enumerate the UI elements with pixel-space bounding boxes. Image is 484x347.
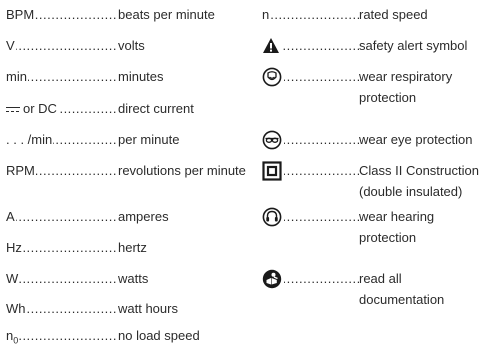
term: W <box>6 271 19 286</box>
definition: direct current <box>118 101 194 116</box>
definition: safety alert symbol <box>359 38 468 53</box>
term: V <box>6 38 15 53</box>
definition: wear hearing protection <box>359 209 435 245</box>
row-rated-speed <box>262 4 484 25</box>
term: or DC <box>23 101 57 116</box>
definition: wear respiratory protection <box>359 69 453 105</box>
definition: Class II Construction (double insulated) <box>359 163 479 199</box>
row-bpm <box>6 4 248 25</box>
definition: watt hours <box>118 301 178 316</box>
term: n <box>6 328 14 343</box>
definition: wear eye protection <box>359 132 473 147</box>
row-watts <box>6 268 248 289</box>
term: RPM <box>6 163 35 178</box>
definition: watts <box>118 271 149 286</box>
row-hearing-protection <box>262 206 484 248</box>
eye-protection-icon <box>262 129 284 150</box>
term-subscript: 0 <box>13 335 19 346</box>
row-no-load-speed <box>6 325 248 346</box>
term: BPM <box>6 7 35 22</box>
row-safety-alert <box>262 35 484 56</box>
term: Hz <box>6 240 22 255</box>
class-ii-icon <box>262 160 284 181</box>
row-minutes <box>6 66 248 87</box>
row-volts <box>6 35 248 56</box>
definition: revolutions per minute <box>118 163 246 178</box>
definition: minutes <box>118 69 164 84</box>
row-eye-protection <box>262 129 484 150</box>
row-watt-hours <box>6 298 248 319</box>
definition: volts <box>118 38 145 53</box>
definition: no load speed <box>118 328 200 343</box>
row-amperes <box>6 206 248 227</box>
definition: hertz <box>118 240 147 255</box>
term: . . . /min <box>6 132 53 147</box>
definition: read all documentation <box>359 271 445 307</box>
definition: per minute <box>118 132 180 147</box>
row-direct-current <box>6 98 248 119</box>
row-respiratory-protection <box>262 66 484 108</box>
row-read-documentation <box>262 268 484 310</box>
read-manual-icon <box>262 268 284 289</box>
term: Wh <box>6 301 26 316</box>
row-class-ii <box>262 160 484 202</box>
direct-current-icon <box>6 105 20 115</box>
row-per-minute <box>6 129 248 150</box>
definition: rated speed <box>359 7 428 22</box>
hearing-protection-icon <box>262 206 284 227</box>
row-rpm <box>6 160 248 181</box>
safety-alert-icon <box>262 35 282 56</box>
term: min <box>6 69 27 84</box>
respirator-icon <box>262 66 284 87</box>
row-hertz <box>6 237 248 258</box>
term: n <box>262 7 270 22</box>
definition: amperes <box>118 209 169 224</box>
definition: beats per minute <box>118 7 215 22</box>
term: A <box>6 209 15 224</box>
